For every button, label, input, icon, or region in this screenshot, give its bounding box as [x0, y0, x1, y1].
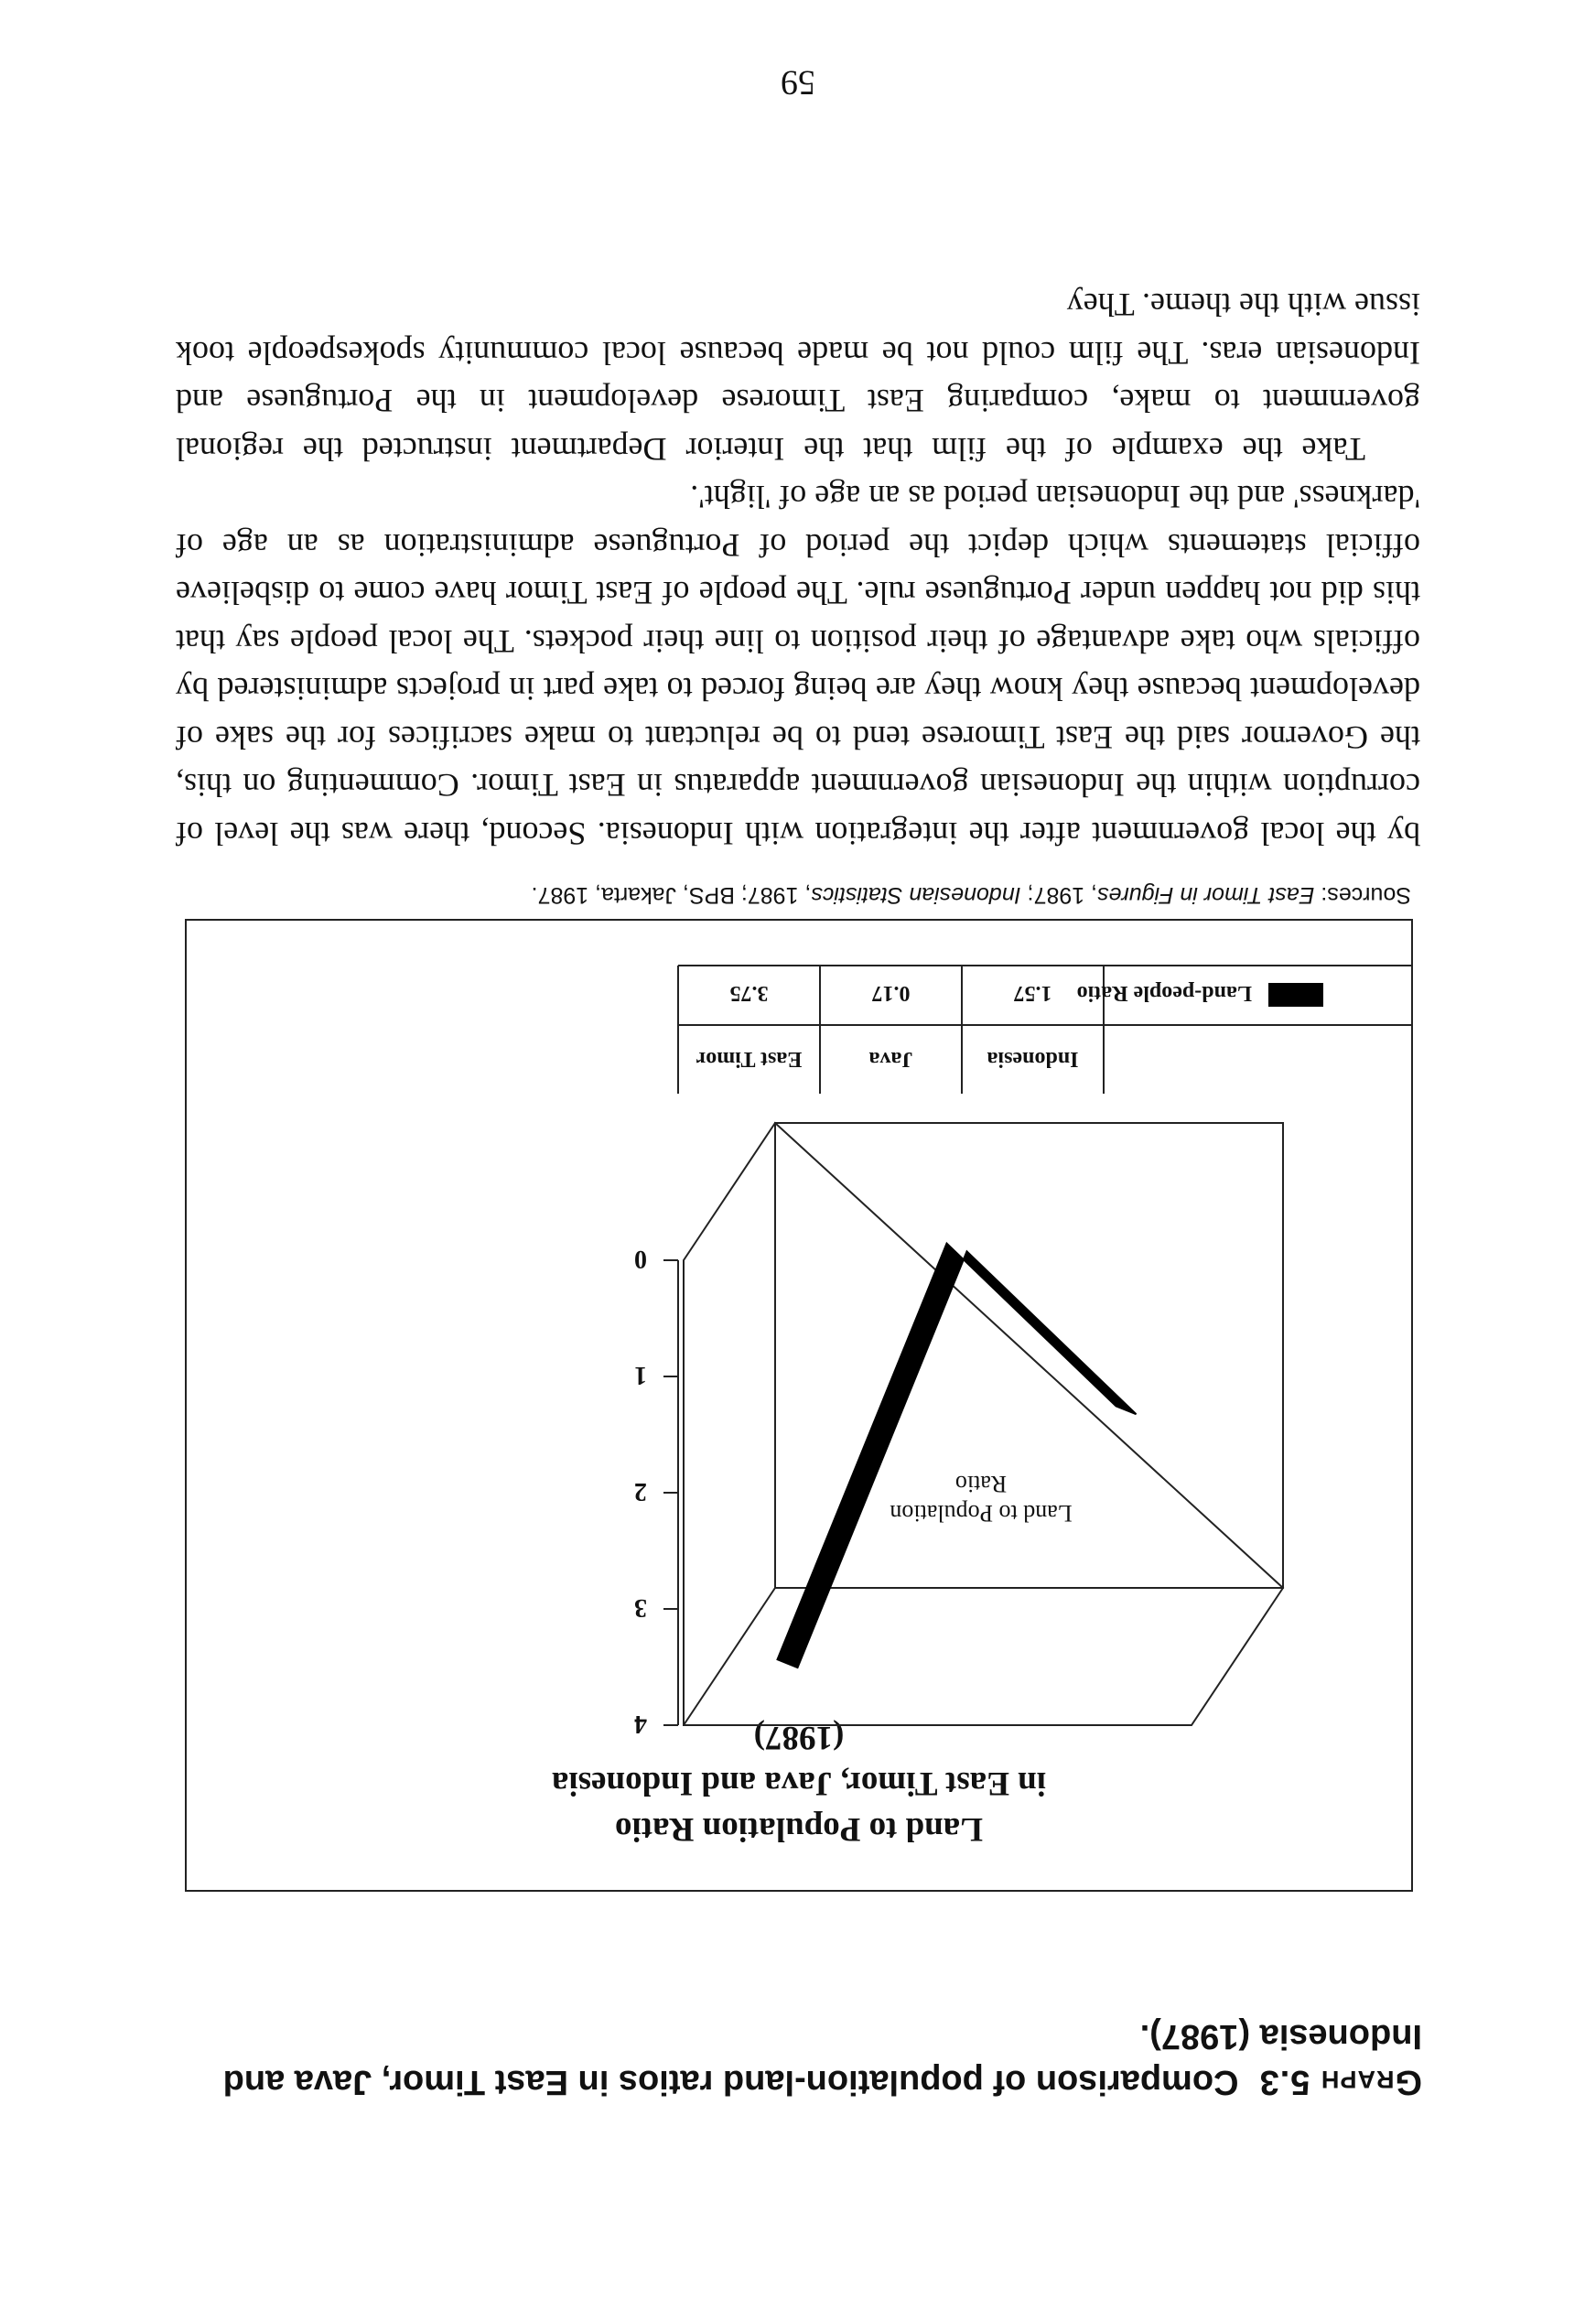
chart-box-edge	[684, 1588, 775, 1725]
chart-sources	[185, 880, 1411, 910]
source-east-timor-in-figures: East Timor in Figures	[1097, 882, 1315, 908]
body-text	[176, 281, 1420, 858]
sources-prefix: Sources:	[1314, 882, 1411, 908]
chart-figure	[185, 919, 1413, 1892]
chart-box-depth	[684, 1123, 1283, 1725]
table-value: 3.75	[729, 981, 769, 1005]
category-label: East Timor	[696, 1047, 803, 1071]
chart-plot	[187, 921, 1411, 1890]
series-inline-label: Land to Population	[890, 1500, 1073, 1527]
y-tick-label: 3	[634, 1593, 647, 1622]
sources-middle: , 1987;	[1020, 882, 1098, 908]
category-label: Java	[868, 1047, 913, 1071]
chart-title-line-1: Land to Population Ratio	[615, 1810, 983, 1848]
body-paragraph-1: by the local government after the integration with Indonesia. Second, there was the level of corruption within the Indonesian government apparatus in East Timor. Commenting on this, the Governor said the East Timorese tend to be reluctant to make sacrifices for the sake of development because they know they are being forced to take part in projects administered by officials who take advantage of their position to line their pockets. The local people say that this did not happen under Portuguese rule. The people of East Timor have come to disbelieve official statements which depict the period of Portuguese administration as an age of 'darkness' and the Indonesian period as an age of 'light'.	[176, 479, 1420, 852]
sources-suffix: , 1987; BPS, Jakarta, 1987.	[531, 882, 812, 908]
page-number: 59	[781, 63, 815, 102]
table-value: 1.57	[1013, 981, 1052, 1005]
body-paragraph-2: Take the example of the film that the Interior Department instructed the regional government to make, comparing East Timorese development in the Portuguese and Indonesian eras. The film could not be made because local community spokespeople took issue with the theme. They	[176, 286, 1420, 468]
graph-caption-text: Comparison of population-land ratios in East Timor, Java and Indonesia (1987).	[222, 2017, 1422, 2101]
legend-swatch	[1268, 983, 1323, 1007]
graph-caption	[159, 2013, 1422, 2105]
y-tick-label: 4	[634, 1710, 647, 1738]
y-tick-label: 2	[634, 1477, 647, 1506]
table-value: 0.17	[871, 981, 911, 1005]
chart-title-line-3: (1987)	[753, 1719, 845, 1756]
legend-label: Land-people Ratio	[1076, 981, 1252, 1005]
y-tick-label: 1	[634, 1361, 647, 1389]
y-tick-label: 0	[634, 1245, 647, 1273]
source-indonesian-statistics: Indonesian Statistics	[811, 882, 1021, 908]
graph-caption-label: Graph 5.3	[1258, 2063, 1422, 2101]
series-line-land-people-ratio	[778, 1244, 1137, 1668]
category-label: Indonesia	[987, 1047, 1079, 1071]
series-inline-label: Ratio	[954, 1471, 1008, 1497]
chart-title-line-2: in East Timor, Java and Indonesia	[551, 1765, 1047, 1802]
